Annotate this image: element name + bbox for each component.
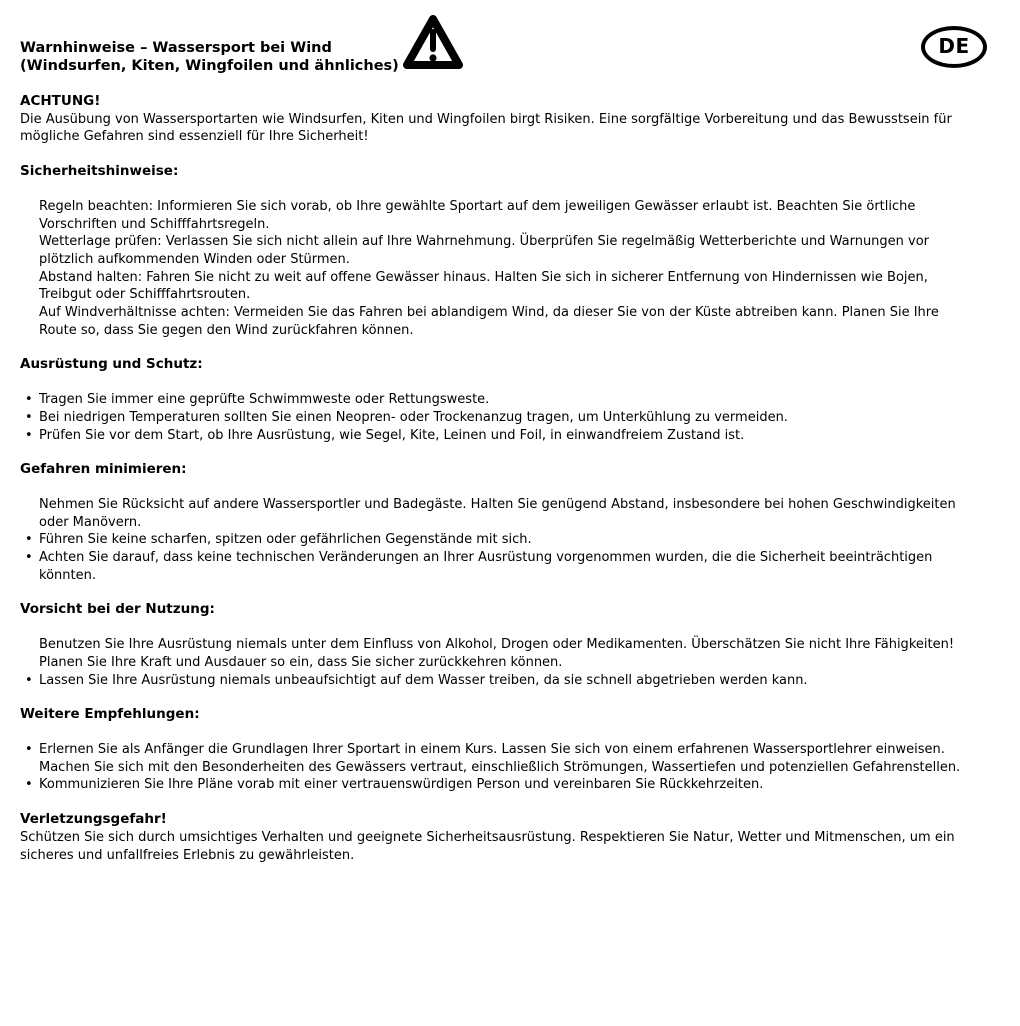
section-heading-sicherheitshinweise: Sicherheitshinweise: [20,163,179,180]
section-vorsicht-nutzung [20,601,975,689]
section-heading-achtung: ACHTUNG! [20,93,101,109]
title-line-2: (Windsurfen, Kiten, Wingfoilen und ähnliches) [20,58,399,74]
warning-triangle-icon [401,13,465,79]
language-badge [921,26,987,68]
section-gefahren-minimieren [20,461,975,584]
section-sicherheitshinweise [20,163,975,339]
section-heading-ausruestung: Ausrüstung und Schutz: [20,356,203,373]
list-item-continuation: Machen Sie sich mit den Besonderheiten des Gewässers vertraut, einschließlich Strömungen, Wassertiefen und potenziellen Gefahrenstellen. [39,759,961,775]
achtung-paragraph: Die Ausübung von Wassersportarten wie Windsurfen, Kiten und Wingfoilen birgt Risiken. Eine sorgfältige Vorbereitung und das Bewusstsein für mögliche Gefahren sind essenziell für Ihre Sicherheit! [20,111,952,145]
document-header [20,0,975,93]
section-weitere-empfehlungen [20,706,975,794]
list-item: • Lassen Sie Ihre Ausrüstung niemals unbeaufsichtigt auf dem Wasser treiben, da sie schnell abgetrieben werden kann. [20,672,975,690]
section-ausruestung [20,356,975,444]
section-verletzungsgefahr [20,811,975,864]
list-item: • Achten Sie darauf, dass keine technischen Veränderungen an Ihrer Ausrüstung vorgenommen wurden, die die Sicherheit beeinträchtigen könnten. [20,549,975,584]
list-item: Auf Windverhältnisse achten: Vermeiden Sie das Fahren bei ablandigem Wind, da dieser Sie von der Küste abtreiben kann. Planen Sie Ihre Route so, dass Sie gegen den Wind zurückfahren können. [39,305,939,338]
caution-list [20,636,975,689]
injury-risk-paragraph: Schützen Sie sich durch umsichtiges Verhalten und geeignete Sicherheitsausrüstung. Respektieren Sie Natur, Wetter und Mitmenschen, um ein sicheres und unfallfreies Erlebnis zu gewährleisten. [20,829,955,863]
section-heading-empfehlungen: Weitere Empfehlungen: [20,706,200,723]
list-item: • Führen Sie keine scharfen, spitzen oder gefährlichen Gegenstände mit sich. [20,531,975,549]
list-item: Regeln beachten: Informieren Sie sich vorab, ob Ihre gewählte Sportart auf dem jeweiligen Gewässer erlaubt ist. Beachten Sie örtliche Vorschriften und Schifffahrtsregeln. [39,198,916,232]
list-item: • Prüfen Sie vor dem Start, ob Ihre Ausrüstung, wie Segel, Kite, Leinen und Foil, in einwandfreiem Zustand ist. [20,427,975,445]
hazards-list [20,496,975,585]
equipment-list [20,391,975,444]
page-title [20,39,399,75]
list-item: Nehmen Sie Rücksicht auf andere Wassersportler und Badegäste. Halten Sie genügend Abstand, insbesondere bei hohen Geschwindigkeiten oder Manövern. [39,496,956,530]
section-heading-gefahren: Gefahren minimieren: [20,461,187,478]
safety-notes-list [20,198,975,340]
list-item: • Tragen Sie immer eine geprüfte Schwimmweste oder Rettungsweste. [20,391,975,409]
list-item: • Bei niedrigen Temperaturen sollten Sie einen Neopren- oder Trockenanzug tragen, um Unterkühlung zu vermeiden. [20,409,975,427]
recommendations-list [20,741,975,794]
section-achtung [20,93,975,146]
list-item: Abstand halten: Fahren Sie nicht zu weit auf offene Gewässer hinaus. Halten Sie sich in sicherer Entfernung von Hindernissen wie Bojen, Treibgut oder Schifffahrtsrouten. [39,269,928,303]
list-item: • Erlernen Sie als Anfänger die Grundlagen Ihrer Sportart in einem Kurs. Lassen Sie sich von einem erfahrenen Wassersportlehrer einweisen. [20,741,975,759]
language-badge-label: DE [938,34,970,59]
section-heading-verletzungsgefahr: Verletzungsgefahr! [20,811,167,828]
title-line-1: Warnhinweise – Wassersport bei Wind [20,40,332,56]
list-item: • Kommunizieren Sie Ihre Pläne vorab mit einer vertrauenswürdigen Person und vereinbaren Sie Rückkehrzeiten. [20,776,975,794]
list-item: Benutzen Sie Ihre Ausrüstung niemals unter dem Einfluss von Alkohol, Drogen oder Medikamenten. Überschätzen Sie nicht Ihre Fähigkeiten! Planen Sie Ihre Kraft und Ausdauer so ein, dass Sie sicher zurückkehren können. [39,637,955,670]
list-item: Wetterlage prüfen: Verlassen Sie sich nicht allein auf Ihre Wahrnehmung. Überprüfen Sie regelmäßig Wetterberichte und Warnungen vor plötzlich aufkommenden Winden oder Stürmen. [39,234,930,267]
section-heading-vorsicht: Vorsicht bei der Nutzung: [20,601,215,618]
